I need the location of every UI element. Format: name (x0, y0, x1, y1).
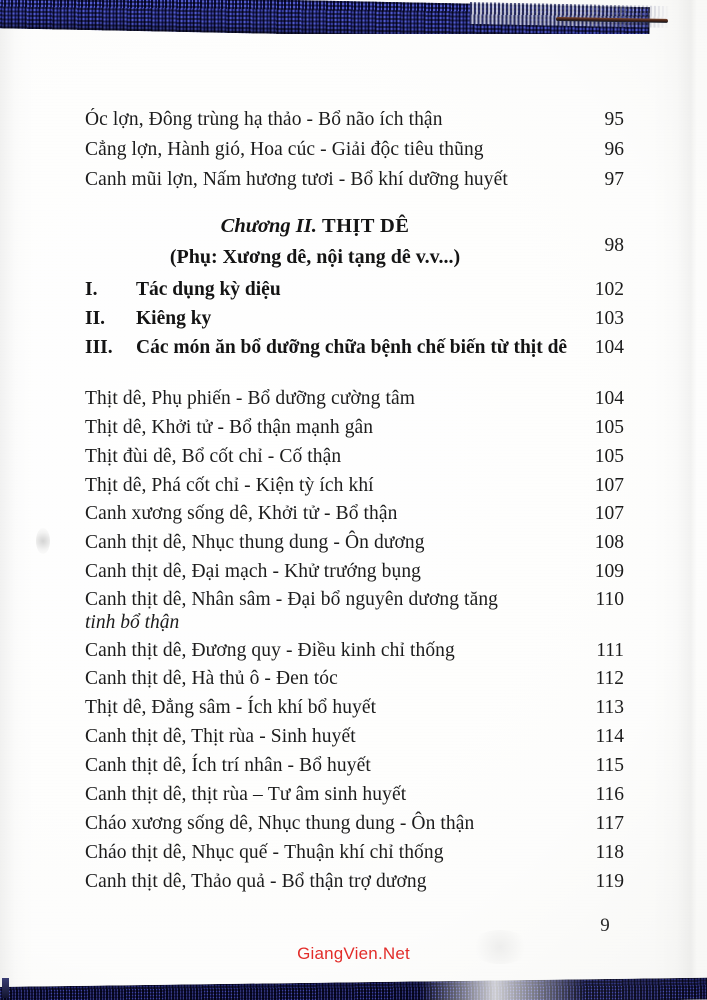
toc-entry (85, 839, 444, 866)
toc-page-number: 105 (594, 417, 624, 438)
section-numeral: III. (85, 337, 113, 358)
toc-entry-title: Canh thịt dê, Hà thủ ô (85, 668, 260, 689)
toc-entry-subtitle: Ích khí bổ huyết (247, 697, 377, 718)
toc-entry-subtitle: Bổ thận (335, 503, 398, 524)
toc-entry (85, 106, 443, 133)
toc-entry (85, 868, 427, 895)
toc-entry-separator: - (324, 503, 331, 524)
toc-entry-title: Canh thịt dê, Thịt rùa (85, 726, 255, 747)
toc-entry-title: Canh xương sống dê, Khởi tử (85, 503, 320, 524)
toc-entry-subtitle: Cố thận (279, 446, 342, 467)
toc-page-number: 108 (594, 532, 624, 553)
toc-entry-title: Thịt đùi dê, Bổ cốt chỉ (85, 446, 263, 467)
toc-entry-separator: – (253, 784, 263, 805)
toc-entry-separator: - (275, 589, 283, 610)
section-page-number: 104 (594, 337, 624, 358)
toc-entry-subtitle: Đen tóc (276, 668, 338, 689)
toc-entry-title: Thịt dê, Phụ phiến (85, 388, 231, 409)
toc-entry-separator: - (285, 640, 293, 661)
toc-entry-title: Óc lợn, Đông trùng hạ thảo (85, 109, 302, 130)
toc-page-number: 107 (594, 475, 624, 496)
toc-entry-subtitle: Thuận khí chỉ thống (284, 842, 444, 863)
toc-entry-title: Thịt dê, Phá cốt chỉ (85, 475, 240, 496)
toc-entry-subtitle: Bổ huyết (299, 755, 371, 776)
toc-entry-subtitle: Bổ khí dưỡng huyết (350, 169, 508, 190)
toc-page-number: 116 (595, 784, 624, 805)
chapter-heading (85, 212, 545, 240)
toc-entry-subtitle: Sinh huyết (270, 726, 356, 747)
toc-entry-separator: - (272, 561, 280, 582)
toc-entry-separator: - (287, 755, 295, 776)
toc-entry (85, 694, 376, 721)
toc-entry (85, 443, 341, 470)
toc-entry-title: Cháo xương sống dê, Nhục thung dung (85, 813, 395, 834)
toc-page-number: 96 (604, 139, 624, 160)
toc-entry-separator: - (333, 532, 340, 553)
toc-entry (85, 810, 474, 837)
toc-entry-title: Canh thịt dê, Ích trí nhân (85, 755, 283, 776)
toc-entry-title: Thịt dê, Đẳng sâm (85, 697, 231, 718)
toc-entry (85, 414, 373, 441)
toc-entry (85, 385, 415, 412)
toc-entry-title: Canh thịt dê, Nhục thung dung (85, 532, 329, 553)
toc-page-number: 118 (595, 842, 624, 863)
toc-entry-subtitle: Đại bổ nguyên dương tăng (287, 589, 499, 610)
toc-entry-subtitle: Điều kinh chỉ thống (297, 640, 455, 661)
toc-entry-subtitle: Kiện tỳ ích khí (255, 475, 374, 496)
toc-entry (85, 665, 338, 692)
toc-entry-subtitle: Tư âm sinh huyết (267, 784, 407, 805)
toc-page-number: 111 (596, 640, 624, 661)
toc-page-number: 112 (595, 668, 624, 689)
toc-entry (85, 472, 374, 499)
toc-page-number: 104 (594, 388, 624, 409)
toc-entry-subtitle: Bổ não ích thận (318, 109, 443, 130)
toc-page-number: 109 (594, 561, 624, 582)
toc-page-number: 115 (595, 755, 624, 776)
toc-entry-subtitle: Ôn thận (411, 813, 475, 834)
toc-entry-title: Thịt dê, Khởi tử (85, 417, 213, 438)
chapter-page-number: 98 (604, 235, 624, 256)
toc-entry (85, 529, 425, 556)
toc-entry-separator: - (267, 446, 275, 467)
toc-page-number: 110 (595, 589, 624, 610)
toc-entry-subtitle: Khử trướng bụng (284, 561, 422, 582)
toc-entry (85, 781, 406, 808)
toc-page-number: 113 (595, 697, 624, 718)
site-watermark: GiangVien.Net (297, 944, 410, 963)
toc-entry-separator: - (244, 475, 251, 496)
toc-entry-title: Cháo thịt dê, Nhục quế (85, 842, 268, 863)
toc-entry (85, 752, 371, 779)
toc-entry-separator: - (399, 813, 407, 834)
chapter-label: Chương II. (220, 215, 317, 237)
toc-entry-title: Canh thịt dê, Đại mạch (85, 561, 268, 582)
toc-entry-title: Cẳng lợn, Hành gió, Hoa cúc (85, 139, 316, 160)
toc-page-number: 119 (595, 871, 624, 892)
toc-page-number: 107 (594, 503, 624, 524)
toc-entry-subtitle: Bổ dưỡng cường tâm (247, 388, 416, 409)
section-page-number: 102 (594, 279, 624, 300)
toc-entry-subtitle: Bổ thận trợ dương (281, 871, 427, 892)
toc-entry (85, 136, 484, 163)
toc-entry-title: Canh thịt dê, Thảo quả (85, 871, 266, 892)
toc-entry-separator: - (235, 388, 243, 409)
toc-entry (85, 166, 508, 193)
toc-entry-separator: - (338, 169, 346, 190)
toc-entry-separator: - (259, 726, 266, 747)
toc-page-number: 97 (604, 169, 624, 190)
toc-entry-title: Canh thịt dê, thịt rùa (85, 784, 249, 805)
page-folio-number: 9 (600, 915, 610, 936)
section-page-number: 103 (594, 308, 624, 329)
toc-entry-title: Canh thịt dê, Đương quy (85, 640, 281, 661)
toc-entry (85, 723, 356, 750)
toc-entry-separator: - (272, 842, 280, 863)
toc-entry (85, 637, 455, 664)
toc-entry-continuation: tinh bổ thận (85, 612, 180, 633)
toc-page-number: 105 (594, 446, 624, 467)
toc-entry (85, 500, 398, 527)
toc-entry-separator: - (320, 139, 327, 160)
toc-entry-separator: - (270, 871, 277, 892)
toc-entry-separator: - (235, 697, 243, 718)
section-numeral: I. (85, 279, 98, 300)
section-title: Tác dụng kỳ diệu (136, 279, 281, 300)
toc-entry-subtitle: Ôn dương (344, 532, 425, 553)
toc-entry-subtitle: Bổ thận mạnh gân (229, 417, 374, 438)
toc-entry (85, 558, 421, 585)
section-title: Kiêng ky (136, 308, 212, 329)
chapter-subnote: (Phụ: Xương dê, nội tạng dê v.v...) (169, 246, 461, 268)
toc-entry-title: Canh mũi lợn, Nấm hương tươi (85, 169, 334, 190)
toc-entry-subtitle: Giải độc tiêu thũng (331, 139, 484, 160)
toc-entry-title: Canh thịt dê, Nhân sâm (85, 589, 271, 610)
section-numeral: II. (85, 308, 106, 329)
toc-page-number: 114 (595, 726, 624, 747)
toc-entry-separator: - (217, 417, 225, 438)
section-title: Các món ăn bổ dưỡng chữa bệnh chế biến từ thịt dê (136, 337, 568, 358)
toc-entry-separator: - (306, 109, 314, 130)
toc-page-number: 117 (595, 813, 624, 834)
toc-entry-separator: - (264, 668, 272, 689)
chapter-name: THỊT DÊ (322, 215, 410, 237)
toc-page-number: 95 (604, 109, 624, 130)
